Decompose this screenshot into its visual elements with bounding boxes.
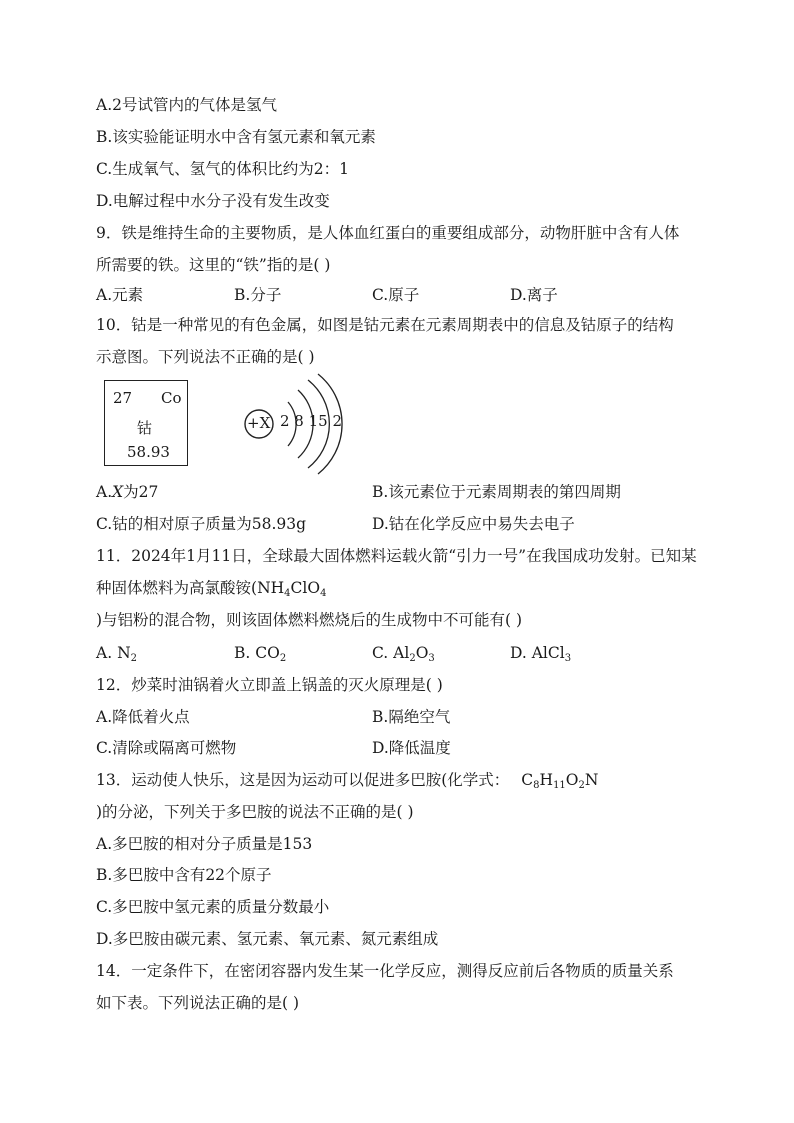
q12-option-a: A.降低着火点 [96,708,190,726]
q13-stem-line2: )的分泌，下列关于多巴胺的说法不正确的是( ) [96,803,414,821]
q12-stem: 12．炒菜时油锅着火立即盖上锅盖的灭火原理是( ) [96,676,443,694]
q11-option-a: A. $N_2$ [96,644,137,664]
q11-stem-line1: 11．2024年1月11日，全球最大固体燃料运载火箭“引力一号”在我国成功发射。已知某 [96,547,697,565]
q10-option-a: A.X为27 [96,483,159,501]
q12-option-d: D.降低温度 [372,739,451,757]
q10-option-b: B.该元素位于元素周期表的第四周期 [372,483,621,501]
q11-option-c: C. $Al_2O_3$ [372,644,435,664]
atomic-mass: 58.93 [127,443,170,461]
q13-option-a: A.多巴胺的相对分子质量是153 [96,835,313,853]
q8-option-c: C.生成氧气、氢气的体积比约为2：1 [96,160,349,178]
q9-stem-line1: 9．铁是维持生命的主要物质，是人体血红蛋白的重要组成部分，动物肝脏中含有人体 [96,224,680,242]
q11-option-d: D. AlCl$_3$ [510,644,572,664]
periodic-table-cell [104,380,188,466]
q10-stem-line2: 示意图。下列说法不正确的是( ) [96,348,315,366]
q12-option-c: C.清除或隔离可燃物 [96,739,237,757]
q8-option-a: A.2号试管内的气体是氢气 [96,96,277,114]
formula-nh4clo4: $NH_4ClO_4$ [257,579,327,599]
q9-option-d: D.离子 [510,286,558,304]
q11-stem-line3: )与铝粉的混合物，则该固体燃料燃烧后的生成物中不可能有( ) [96,611,523,629]
q8-option-b: B.该实验能证明水中含有氢元素和氧元素 [96,128,376,146]
q10-stem-line1: 10．钴是一种常见的有色金属，如图是钴元素在元素周期表中的信息及钴原子的结构 [96,316,674,334]
q13-option-c: C.多巴胺中氢元素的质量分数最小 [96,898,330,916]
element-name: 钴 [137,419,153,437]
atomic-number: 27 [113,389,133,407]
nucleus-label: +X [247,414,271,432]
q10-option-c: C.钴的相对原子质量为58.93g [96,515,307,533]
q12-option-b: B.隔绝空气 [372,708,451,726]
q9-option-b: B.分子 [234,286,282,304]
q10-option-d: D.钴在化学反应中易失去电子 [372,515,575,533]
formula-dopamine: $C_8H_{11}O_2N$ [521,771,599,791]
shell-electron-counts: 2 8 15 2 [280,412,343,430]
q11-option-b: B. $CO_2$ [234,644,287,664]
atom-structure-diagram [238,372,348,476]
q14-stem-line2: 如下表。下列说法正确的是( ) [96,994,300,1012]
variable-x: X [112,483,124,501]
q11-stem-line2: 种固体燃料为高氯酸铵($NH_4ClO_4$ [96,579,327,599]
q8-option-d: D.电解过程中水分子没有发生改变 [96,192,330,210]
q13-option-b: B.多巴胺中含有22个原子 [96,866,272,884]
element-symbol: Co [161,389,182,407]
q9-option-c: C.原子 [372,286,420,304]
q13-option-d: D.多巴胺由碳元素、氢元素、氧元素、氮元素组成 [96,930,439,948]
q14-stem-line1: 14．一定条件下，在密闭容器内发生某一化学反应，测得反应前后各物质的质量关系 [96,962,674,980]
q9-option-a: A.元素 [96,286,144,304]
q13-stem-line1: 13．运动使人快乐，这是因为运动可以促进多巴胺(化学式： $C_8H_{11}O_2N$ [96,771,599,791]
q9-stem-line2: 所需要的铁。这里的“铁”指的是( ) [96,256,331,274]
